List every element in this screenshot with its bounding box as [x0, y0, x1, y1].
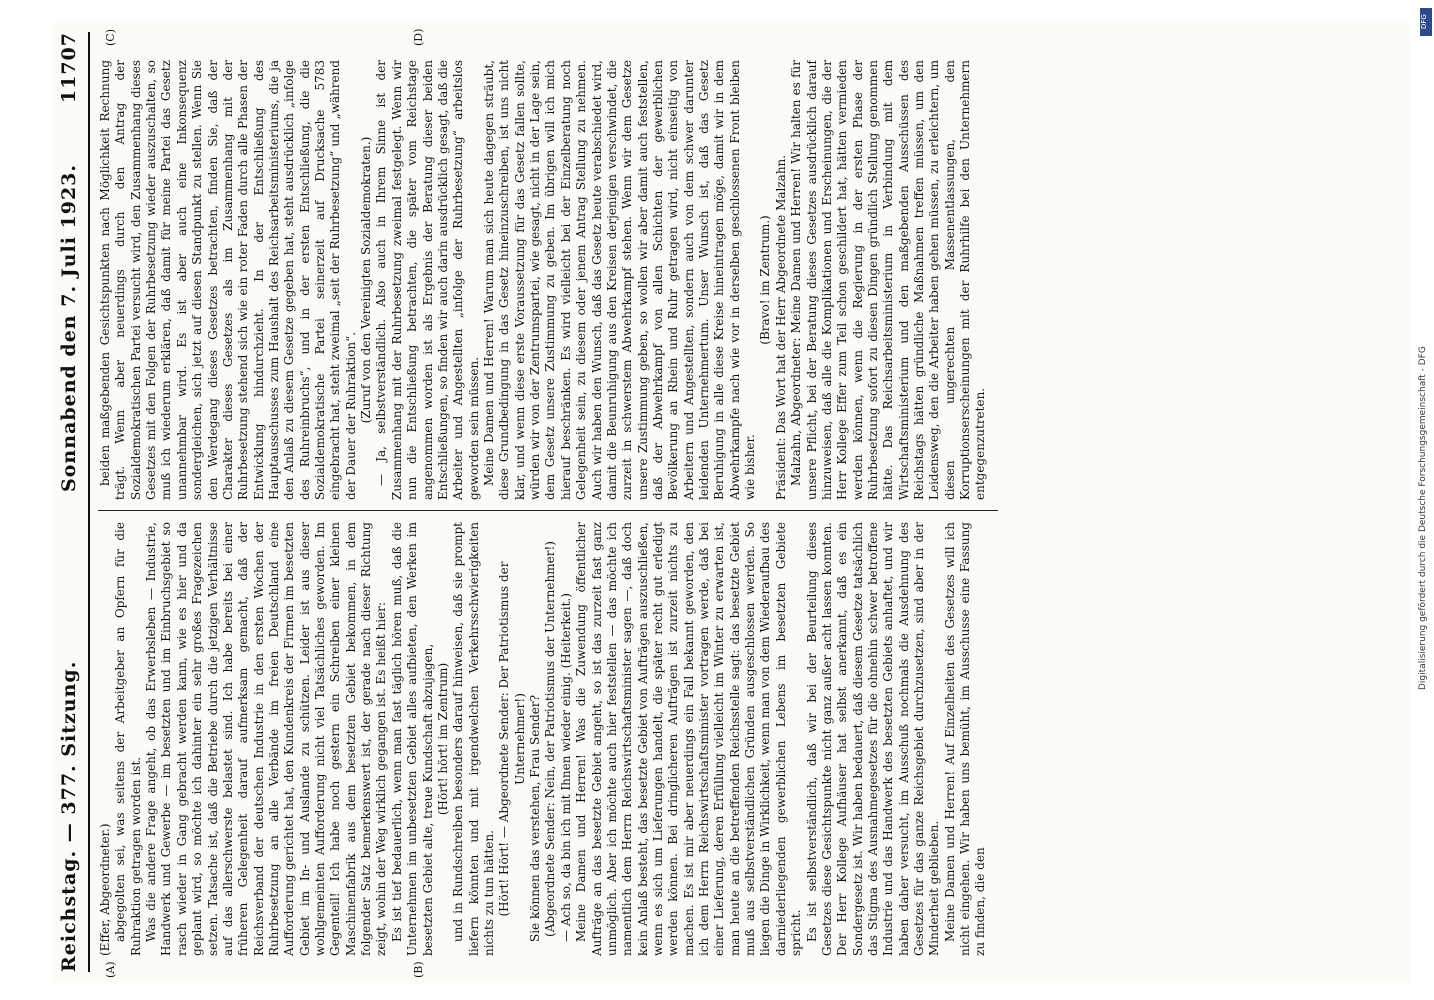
left-column	[98, 522, 998, 956]
header-date: Sonnabend den 7. Juli 1923.	[58, 163, 80, 492]
paragraph: Es ist selbstverständlich, daß wir bei der Beurteilung dieses Gesetzes diese Gesichtspunkte nicht ganz außer acht lassen konnten. Der Herr Kollege Aufhäuser hat selbst anerkannt, daß es ein Sondergesetz ist. Wir haben bedauert, daß diesem Gesetze tatsächlich das Stigma des Ausnahmegesetzes für die ohnehin schwer betroffene Industrie und das Handwerk des besetzten Gebiets anhaftet, und wir haben daher versucht, im Ausschuß nochmals die Ausdehnung des Gesetzes für das ganze Reichsgebiet durchzusetzen, sind aber in der Minderheit geblieben.	[804, 522, 942, 956]
running-head	[58, 32, 90, 972]
paragraph: — Ja, selbstverständlich. Also auch in Ihrem Sinne ist der Zusammenhang mit der Ruhrbesetzung zweimal festgelegt. Wenn wir nun die Entschließung betrachten, die später vom Reichstage angenommen worden ist als Ergebnis der Beratung dieser beiden Entschließungen, so finden wir auch darin ausdrücklich gesagt, daß die Arbeiter und Angestellten „infolge der Ruhrbesetzung“ arbeitslos geworden sein müssen.	[374, 60, 481, 500]
paragraph: — Ach so, da bin ich mit Ihnen wieder einig. (Heiterkeit.)	[558, 593, 573, 942]
interjection: (Hört! Hört! — Abgeordnete Sender: Der Patriotismus der Unternehmer!)	[497, 561, 527, 917]
digitization-credit: Digitalisierung gefördert durch die Deutsche Forschungsgemeinschaft - DFG	[1418, 346, 1428, 690]
margin-marker-b: (B)	[412, 961, 425, 978]
paragraph: abgegolten sei, was seitens der Arbeitgeber an Opfern für die Ruhraktion getragen worden ist.	[113, 522, 143, 956]
paragraph: und in Rundschreiben besonders darauf hinweisen, daß sie prompt liefern könnten und mit irgendwelchen Verkehrsschwierigkeiten nichts zu tun hätten.	[451, 522, 496, 956]
paragraph: beiden maßgebenden Gesichtspunkten nach Möglichkeit Rechnung trägt. Wenn aber neuerdings durch den Antrag der Sozialdemokratischen Partei versucht wird, den Zusammenhang dieses Gesetzes mit den Folgen der Ruhrbesetzung wieder auszuschalten, so muß ich wiederum erklären, daß damit für meine Partei das Gesetz unannehmbar wird. Es ist aber auch eine Inkonsequenz sondergleichen, sich jetzt auf diesen Standpunkt zu stellen. Wenn Sie den Werdegang dieses Gesetzes betrachten, finden Sie, daß der Charakter dieses Gesetzes als im Zusammenhang mit der Ruhrbesetzung stehend sich wie ein roter Faden durch alle Phasen der Entwicklung hindurchzieht. In der Entschließung des Hauptausschusses zum Haushalt des Reichsarbeitsministeriums, die ja den Anlaß zu diesem Gesetze gegeben hat, steht ausdrücklich „infolge des Ruhreinbruchs“, und in der ersten Entschließung, die die Sozialdemokratische Partei seinerzeit auf Drucksache 5783 eingebracht hat, steht zweimal „seit der Ruhrbesetzung“ und „während der Dauer der Ruhraktion“.	[98, 60, 358, 500]
scanned-page	[52, 22, 1410, 982]
header-session: Reichstag. — 377. Sitzung.	[58, 660, 80, 972]
column-divider	[98, 510, 998, 511]
paragraph: Was die andere Frage angeht, ob das Erwerbsleben — Industrie, Handwerk und Gewerbe — im besetzten und im Einbruchsgebiet so rasch wieder in Gang gebracht werden kann, wie es hier und da geplant wird, so möchte ich dahinter ein sehr großes Fragezeichen setzen. Tatsache ist, daß die Betriebe durch die jetzigen Verhältnisse auf das allerschwerste belastet sind. Ich habe bereits bei einer früheren Gelegenheit darauf aufmerksam gemacht, daß der Reichsverband der deutschen Industrie in den ersten Wochen der Ruhrbesetzung an alle Verbände im freien Deutschland eine Aufforderung gerichtet hat, den Kundenkreis der Firmen im besetzten Gebiet im In- und Auslande zu schützen. Leider ist aus dieser wohlgemeinten Aufforderung nicht viel Tatsächliches geworden. Im Gegenteil! Ich habe noch gestern ein Schreiben einer kleinen Maschinenfabrik aus dem besetzten Gebiet bekommen, in dem folgender Satz bemerkenswert ist, der gerade nach dieser Richtung zeigt, wohin der Weg wirklich gegangen ist. Es heißt hier:	[144, 522, 389, 956]
speaker-line: (Effer, Abgeordneter.)	[98, 823, 112, 956]
rotated-page-content	[52, 22, 1410, 982]
paragraph: Meine Damen und Herren! Auf Einzelheiten des Gesetzes will ich nicht eingehen. Wir haben uns bemüht, im Ausschusse eine Fassung zu finden, die den	[942, 522, 988, 956]
paragraph: Sie können das verstehen, Frau Sender?	[528, 694, 543, 942]
paragraph: Es ist tief bedauerlich, wenn man fast täglich hören muß, daß die Unternehmen im unbesetzten Gebiet alles aufbieten, den Werken im besetzten Gebiet alte, treue Kundschaft abzujagen,	[389, 522, 435, 956]
margin-marker-c: (C)	[104, 29, 117, 46]
interjection: (Hört! hört! im Zentrum)	[435, 662, 450, 816]
interjection: (Zuruf von den Vereinigten Sozialdemokraten.)	[359, 136, 374, 424]
interjection: (Bravo! im Zentrum.)	[758, 215, 773, 345]
paragraph: Meine Damen und Herren! Was die Zuwendung öffentlicher Aufträge an das besetzte Gebiet angeht, so ist das zurzeit fast ganz unmöglich. Aber ich möchte auch hier feststellen — das möchte ich namentlich dem Herrn Reichswirtschaftsminister sagen —, daß doch kein Anlaß besteht, das besetzte Gebiet von Aufträgen auszuschließen, wenn es sich um Lieferungen handelt, die später recht gut erledigt werden können. Bei dringlicheren Aufträgen ist zurzeit nichts zu machen. Es ist mir aber neuerdings ein Fall bekannt geworden, den ich dem Herrn Reichswirtschaftsminister vortragen werde, daß bei einer Lieferung, deren Erfüllung vielleicht im Winter zu erwarten ist, man heute an die betreffenden Reichsstelle sagt: das besetzte Gebiet muß aus selbstverständlichen Gründen ausgeschlossen werden. So liegen die Dinge in Wirklichkeit, wenn man von dem Wiederaufbau des darniederliegenden gewerblichen Lebens im besetzten Gebiete spricht.	[574, 522, 804, 956]
page-number: 11707	[58, 32, 80, 104]
speaker-line: Präsident: Das Wort hat der Herr Abgeordnete Malzahn.	[773, 154, 788, 500]
dfg-logo: DFG	[1420, 8, 1432, 36]
paragraph: Malzahn, Abgeordneter: Meine Damen und Herren! Wir halten es für unsere Pflicht, bei der Beratung dieses Gesetzes ausdrücklich darauf hinzuweisen, daß alle die Komplikationen und Erscheinungen, die der Herr Kollege Effer zum Teil schon geschildert hat, hätten vermieden werden können, wenn die Regierung in der ersten Phase der Ruhrbesetzung sofort zu diesen Dingen gründlich Stellung genommen hätte. Das Reichsarbeitsministerium in Verbindung mit dem Wirtschaftsministerium und den maßgebenden Ausschüssen des Reichstags hätten gründliche Maßnahmen treffen müssen, um den Leidensweg, den die Arbeiter haben gehen müssen, zu erleichtern, um diesen ungerechten Massenentlassungen, den Korruptionserscheinungen mit der Ruhrhilfe bei den Unternehmern entgegenzutreten.	[789, 60, 988, 500]
margin-marker-a: (A)	[104, 961, 117, 978]
margin-marker-d: (D)	[412, 28, 425, 46]
paragraph: Meine Damen und Herren! Warum man sich heute dagegen sträubt, diese Grundbedingung in das Gesetz hineinzuschreiben, ist uns nicht klar, und wenn diese erste Voraussetzung für das Gesetz fallen sollte, würden wir von der Zentrumspartei, wie gesagt, nicht in der Lage sein, dem Gesetz unsere Zustimmung zu geben. Im übrigen will ich mich hierauf beschränken. Es wird vielleicht bei der Einzelberatung noch Gelegenheit sein, zu diesem oder jenem Antrag Stellung zu nehmen. Auch wir haben den Wunsch, daß das Gesetz heute verabschiedet wird, damit die Beunruhigung aus den Kreisen derjenigen verschwindet, die zurzeit in schwerstem Abwehrkampf stehen. Wenn wir dem Gesetze unsere Zustimmung geben, so wollen wir aber damit auch feststellen, daß der Abwehrkampf von allen Schichten der gewerblichen Bevölkerung an Rhein und Ruhr getragen wird, nicht einseitig von Arbeitern und Angestellten, sondern auch von dem schwer darunter leidenden Unternehmertum. Unser Wunsch ist, daß das Gesetz Beruhigung in alle diese Kreise hineintragen möge, damit wir in dem Abwehrkampfe nach wie vor in derselben geschlossenen Front bleiben wie bisher.	[481, 60, 758, 500]
right-column	[98, 60, 998, 500]
interjection: (Abgeordnete Sender: Nein, der Patriotismus der Unternehmer!)	[543, 541, 558, 937]
